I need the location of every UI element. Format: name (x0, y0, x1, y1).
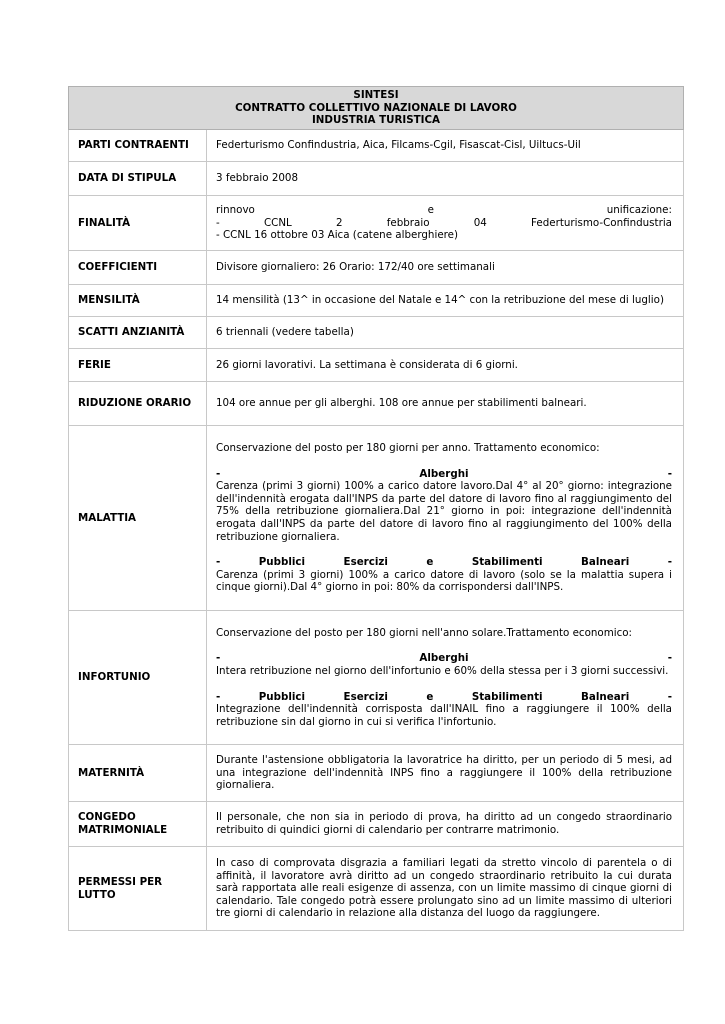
malattia-alberghi-heading: - Alberghi - (216, 467, 672, 480)
malattia-pubblici-heading: - Pubblici Esercizi e Stabilimenti Balneari - (216, 556, 672, 569)
table-row (69, 382, 684, 426)
row-label-ferie: FERIE (69, 349, 207, 382)
row-label-scatti: SCATTI ANZIANITÀ (69, 317, 207, 349)
row-value-infortunio (207, 611, 684, 745)
row-value-congedo: Il personale, che non sia in periodo di prova, ha diritto ad un congedo straordinario retribuito di quindici giorni di calendario per contrarre matrimonio. (207, 802, 684, 847)
row-label-mensilita: MENSILITÀ (69, 285, 207, 317)
row-value-scatti: 6 triennali (vedere tabella) (207, 317, 684, 349)
row-value-malattia (207, 426, 684, 611)
infortunio-pubblici-heading: - Pubblici Esercizi e Stabilimenti Balneari - (216, 690, 672, 703)
table-row (69, 745, 684, 802)
table-row (69, 251, 684, 285)
malattia-intro: Conservazione del posto per 180 giorni per anno. Trattamento economico: (216, 442, 600, 455)
row-label-congedo: CONGEDO MATRIMONIALE (69, 802, 207, 847)
summary-table (68, 86, 684, 931)
table-row (69, 426, 684, 611)
header-title: SINTESI (353, 89, 399, 102)
malattia-alberghi-text: Carenza (primi 3 giorni) 100% a carico datore lavoro.Dal 4° al 20° giorno: integrazione dell'indennità erogata dall'INPS da parte del datore di lavoro fino al raggiungimento del 75% della retribuzione giornaliera.Dal 21° giorno in poi: integrazione dell'indennità erogata dall'INPS da parte del datore di lavoro fino al raggiungimento del 100% della retribuzione giornaliera. (216, 480, 672, 543)
table-row (69, 130, 684, 162)
row-label-parti: PARTI CONTRAENTI (69, 130, 207, 162)
finalita-line-2: - CCNL 2 febbraio 04 Federturismo-Confindustria (216, 216, 672, 229)
table-row (69, 162, 684, 196)
infortunio-alberghi-text: Intera retribuzione nel giorno dell'infortunio e 60% della stessa per i 3 giorni successivi. (216, 664, 669, 677)
row-label-coefficienti: COEFFICIENTI (69, 251, 207, 285)
row-label-stipula: DATA DI STIPULA (69, 162, 207, 196)
infortunio-alberghi-heading: - Alberghi - (216, 652, 672, 665)
row-value-stipula: 3 febbraio 2008 (207, 162, 684, 196)
row-value-parti: Federturismo Confindustria, Aica, Filcams-Cgil, Fisascat-Cisl, Uiltucs-Uil (207, 130, 684, 162)
malattia-pubblici-text: Carenza (primi 3 giorni) 100% a carico datore di lavoro (solo se la malattia supera i cinque giorni).Dal 4° giorno in poi: 80% da corrispondersi dall'INPS. (216, 568, 672, 594)
table-row (69, 847, 684, 931)
table-row (69, 285, 684, 317)
row-value-maternita: Durante l'astensione obbligatoria la lavoratrice ha diritto, per un periodo di 5 mesi, ad una integrazione dell'indennità INPS fino a raggiungere il 100% della retribuzione giornaliera. (207, 745, 684, 802)
row-value-mensilita: 14 mensilità (13^ in occasione del Natale e 14^ con la retribuzione del mese di luglio) (207, 285, 684, 317)
row-label-malattia: MALATTIA (69, 426, 207, 611)
row-value-riduzione: 104 ore annue per gli alberghi. 108 ore annue per stabilimenti balneari. (207, 382, 684, 426)
row-label-riduzione: RIDUZIONE ORARIO (69, 382, 207, 426)
table-row (69, 317, 684, 349)
row-value-finalita (207, 196, 684, 251)
table-row (69, 196, 684, 251)
infortunio-pubblici-text: Integrazione dell'indennità corrisposta dall'INAIL fino a raggiungere il 100% della retribuzione sin dal giorno in cui si verifica l'infortunio. (216, 703, 672, 728)
table-header (69, 87, 684, 130)
finalita-line-3: - CCNL 16 ottobre 03 Aica (catene alberghiere) (216, 229, 459, 242)
infortunio-intro: Conservazione del posto per 180 giorni nell'anno solare.Trattamento economico: (216, 626, 633, 639)
table-header-row (69, 87, 684, 130)
header-sector: INDUSTRIA TURISTICA (311, 114, 441, 127)
row-label-finalita: FINALITÀ (69, 196, 207, 251)
table-row (69, 802, 684, 847)
row-value-coefficienti: Divisore giornaliero: 26 Orario: 172/40 ore settimanali (207, 251, 684, 285)
row-label-maternita: MATERNITÀ (69, 745, 207, 802)
row-value-ferie: 26 giorni lavorativi. La settimana è considerata di 6 giorni. (207, 349, 684, 382)
row-label-infortunio: INFORTUNIO (69, 611, 207, 745)
row-value-lutto: In caso di comprovata disgrazia a familiari legati da stretto vincolo di parentela o di affinità, il lavoratore avrà diritto ad un congedo straordinario retribuito la cui durata sarà rapportata alle reali esigenze di assenza, con un limite massimo di cinque giorni di calendario. Tale congedo potrà essere prolungato sino ad un limite massimo di ulteriori tre giorni di calendario in relazione alla distanza del luogo da raggiungere. (207, 847, 684, 931)
header-subtitle: CONTRATTO COLLETTIVO NAZIONALE DI LAVORO (235, 101, 517, 114)
table-row (69, 611, 684, 745)
row-label-lutto: PERMESSI PER LUTTO (69, 847, 207, 931)
finalita-line-1: rinnovo e unificazione: (216, 204, 672, 217)
table-row (69, 349, 684, 382)
